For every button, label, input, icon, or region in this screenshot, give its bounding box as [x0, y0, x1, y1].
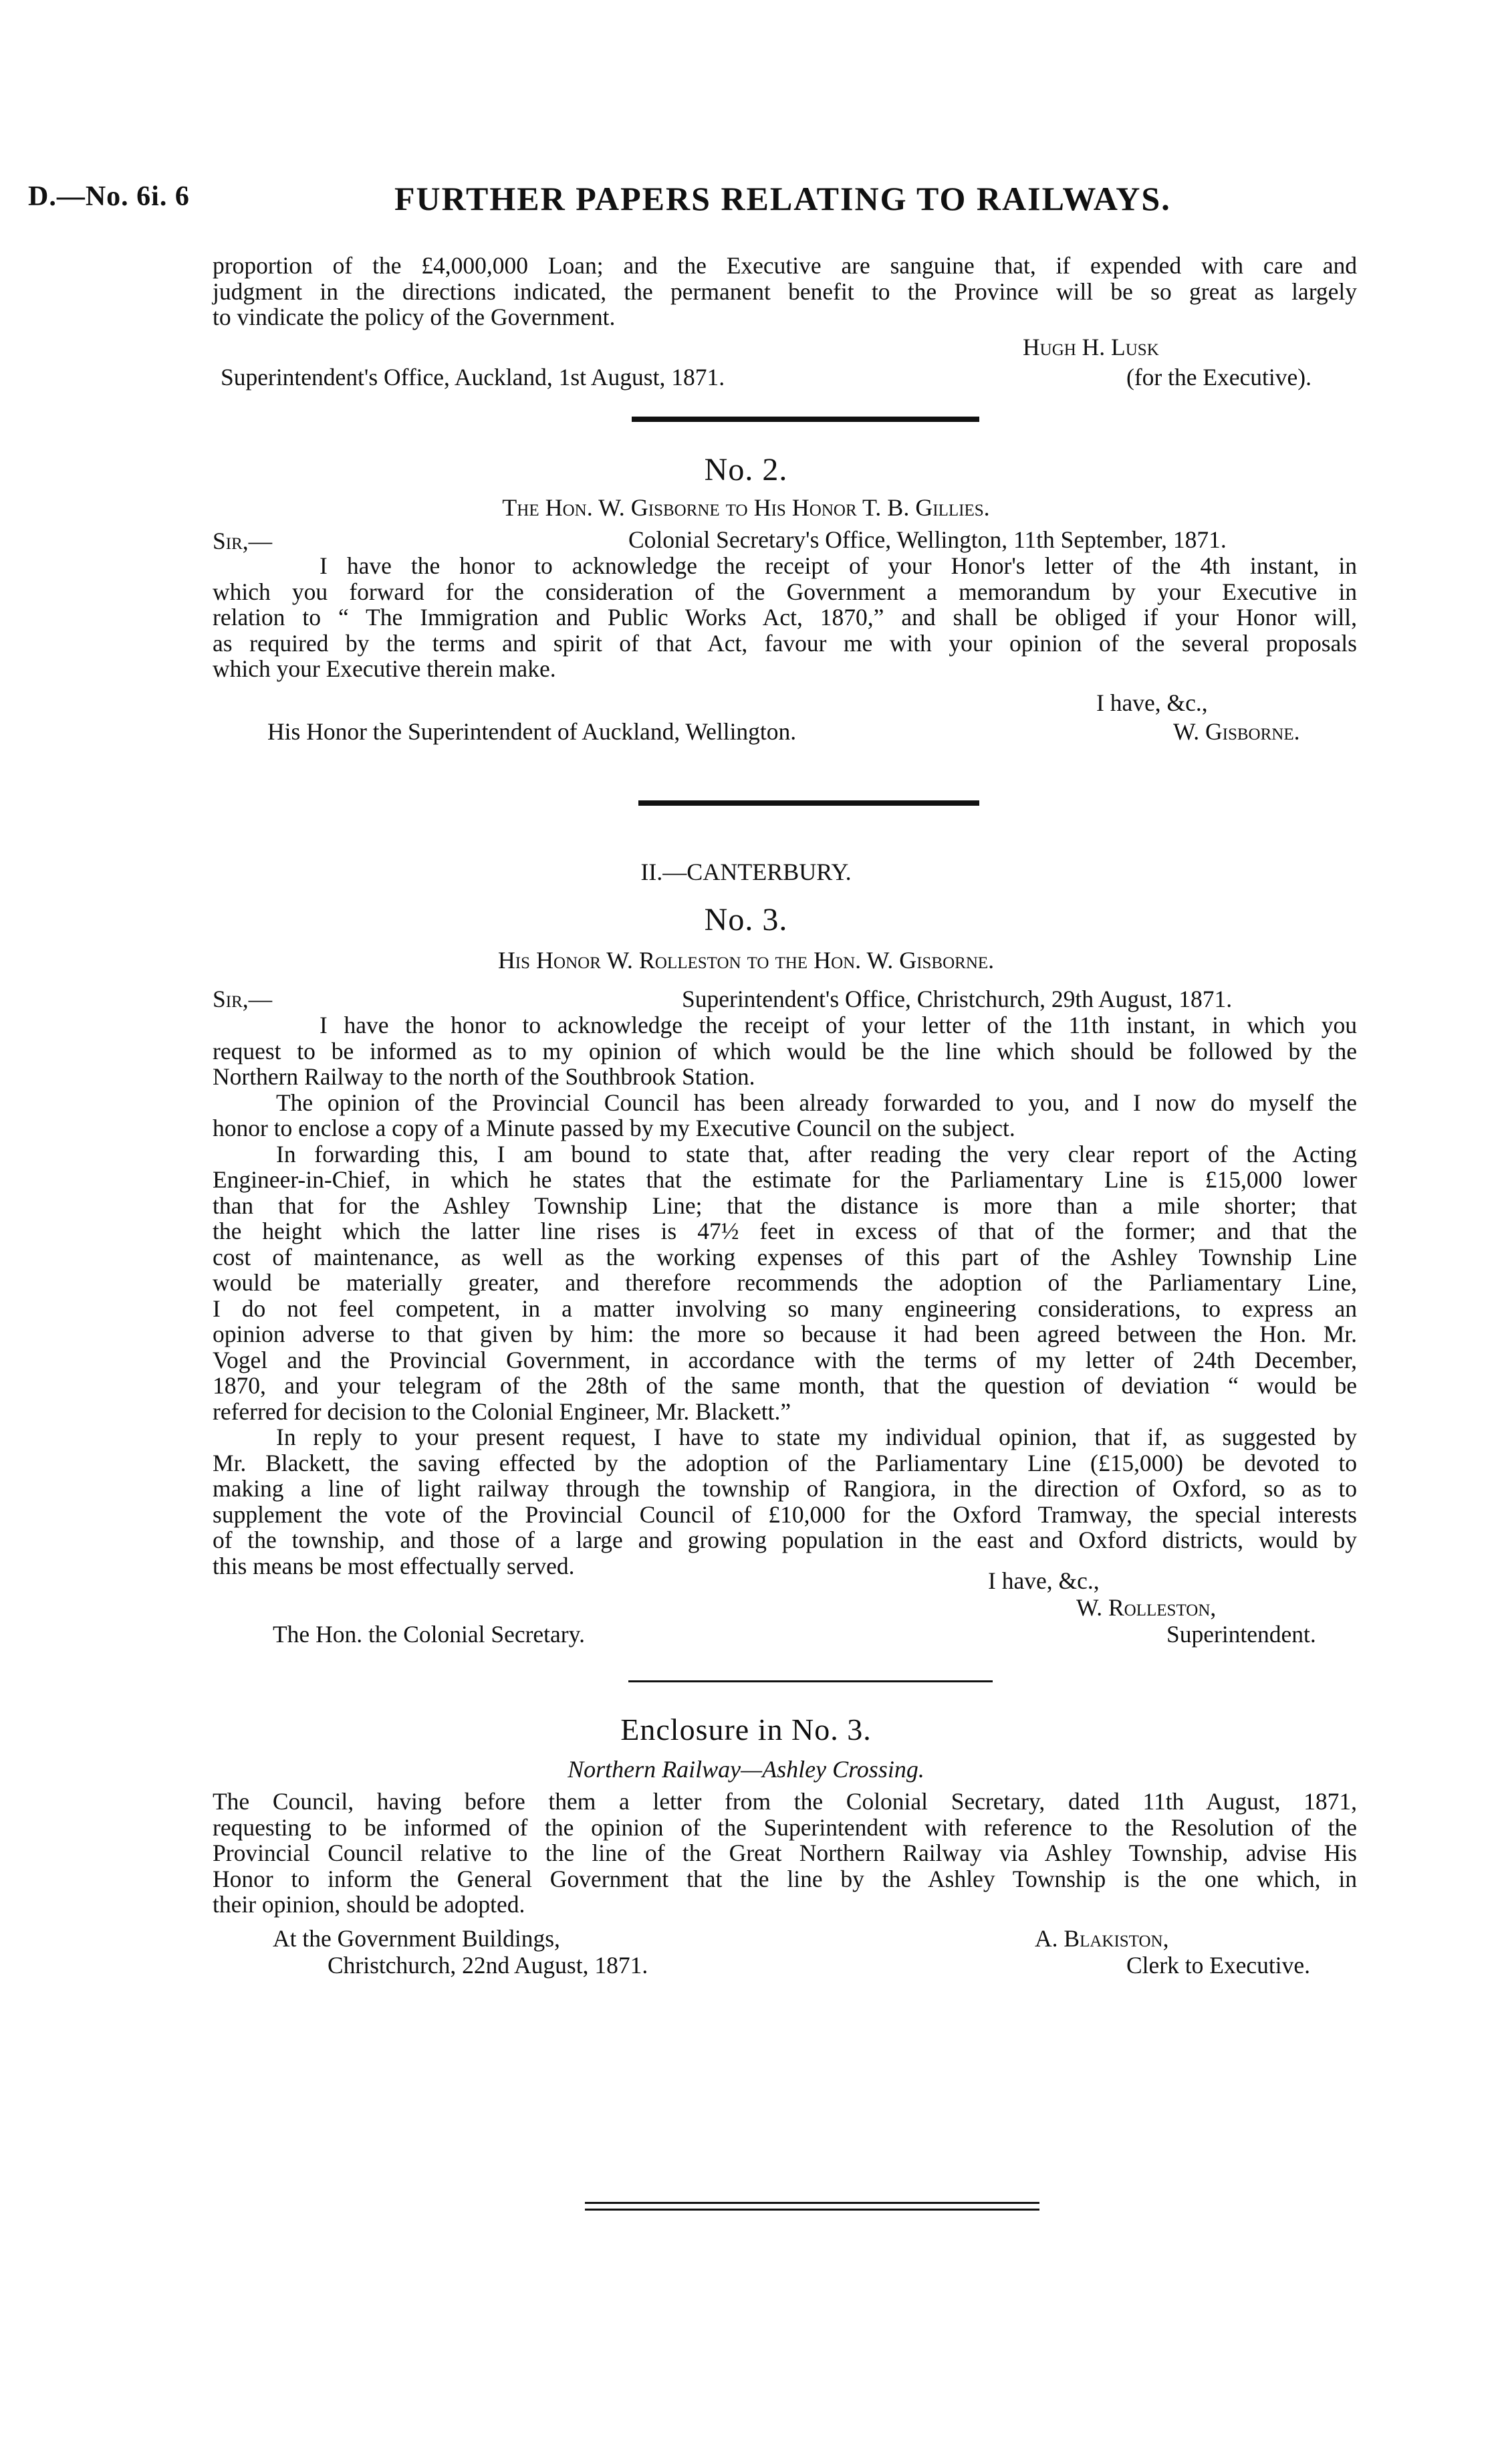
body-line: I do not feel competent, in a matter involving so many engineering considerations, to express an [213, 1295, 1357, 1322]
letter-closing: I have, &c., [1096, 689, 1208, 716]
body-line: which you forward for the consideration of the Government a memorandum by your Executive in [213, 578, 1357, 605]
letter-closing: I have, &c., [988, 1567, 1100, 1594]
body-line: this means be most effectually served. [213, 1552, 575, 1579]
body-line: request to be informed as to my opinion of which would be the line which should be followed by the [213, 1037, 1357, 1065]
body-line: the height which the latter line rises is 47½ feet in excess of that of the former; and that the [213, 1218, 1357, 1244]
letter-recipient: His Honor the Superintendent of Auckland, Wellington. [267, 718, 797, 745]
body-line: their opinion, should be adopted. [213, 1891, 525, 1918]
body-line: Vogel and the Provincial Government, in accordance with the terms of my letter of 24th December, [213, 1346, 1357, 1373]
page-title: FURTHER PAPERS RELATING TO RAILWAYS. [394, 180, 1171, 217]
letter-subheading-no3 [0, 946, 1492, 974]
enclosure-signer-role: Clerk to Executive. [1126, 1952, 1311, 1979]
end-rule-bottom [585, 2209, 1039, 2211]
body-line: Engineer-in-Chief, in which he states that the estimate for the Parliamentary Line is £15,000 lower [213, 1166, 1357, 1193]
section-divider [632, 417, 979, 422]
body-line: I have the honor to acknowledge the receipt of your letter of the 11th instant, in which you [320, 1012, 1357, 1038]
enclosure-signer: A. Blakiston, [1035, 1925, 1169, 1952]
body-line: Honor to inform the General Government that the line by the Ashley Township is the one which, in [213, 1865, 1357, 1892]
body-line: which your Executive therein make. [213, 655, 556, 682]
document-reference: D.—No. 6i. 6 [28, 181, 190, 212]
letter-signer-role: Superintendent. [1166, 1621, 1316, 1648]
body-line: supplement the vote of the Provincial Council of £10,000 for the Oxford Tramway, the special interests [213, 1500, 1357, 1528]
end-rule-top [585, 2202, 1039, 2204]
section-heading: II.—CANTERBURY. [640, 859, 852, 885]
letter-signer: W. Rolleston, [1076, 1594, 1217, 1621]
enclosure-date: Christchurch, 22nd August, 1871. [328, 1952, 648, 1979]
body-line: The Council, having before them a letter from the Colonial Secretary, dated 11th August, 1871, [213, 1788, 1357, 1815]
letter-recipient: The Hon. the Colonial Secretary. [273, 1621, 585, 1648]
salutation: Sir,— [213, 986, 273, 1012]
intro-line: judgment in the directions indicated, the permanent benefit to the Province will be so great as largely [213, 277, 1357, 305]
section-divider [628, 1680, 993, 1682]
body-line: of the township, and those of a large and growing population in the east and Oxford districts, would by [213, 1527, 1357, 1553]
intro-signer-role: (for the Executive). [1126, 364, 1312, 390]
body-line: Mr. Blackett, the saving effected by the adoption of the Parliamentary Line (£15,000) be devoted to [213, 1449, 1357, 1476]
enclosure-place: At the Government Buildings, [273, 1925, 560, 1952]
letter-heading-no2: No. 2. [704, 452, 788, 487]
body-line: opinion adverse to that given by him: the more so because it had been agreed between the Hon. Mr. [213, 1321, 1357, 1347]
enclosure-body [213, 1789, 1357, 1918]
body-line: would be materially greater, and therefore recommends the adoption of the Parliamentary Line, [213, 1269, 1357, 1296]
body-line: In forwarding this, I am bound to state that, after reading the very clear report of the Acting [276, 1140, 1357, 1167]
body-line: Provincial Council relative to the line of the Great Northern Railway via Ashley Township, advise His [213, 1839, 1357, 1866]
intro-place-date: Superintendent's Office, Auckland, 1st August, 1871. [221, 364, 725, 390]
body-line: than that for the Ashley Township Line; that the distance is more than a mile shorter; that [213, 1192, 1357, 1219]
letter-body-no2 [213, 553, 1357, 682]
intro-line: to vindicate the policy of the Government. [213, 304, 616, 330]
letter-signer: W. Gisborne. [1173, 718, 1300, 745]
body-line: relation to “ The Immigration and Public Works Act, 1870,” and shall be obliged if your Honor will, [213, 604, 1357, 631]
subheading-text: His Honor W. Rolleston to the Hon. W. Gisborne. [497, 947, 995, 974]
body-line: In reply to your present request, I have to state my individual opinion, that if, as suggested by [276, 1424, 1357, 1450]
body-line: referred for decision to the Colonial Engineer, Mr. Blackett.” [213, 1397, 791, 1425]
body-line: as required by the terms and spirit of that Act, favour me with your opinion of the several proposals [213, 629, 1357, 657]
subheading-text: The Hon. W. Gisborne to His Honor T. B. Gillies. [502, 494, 990, 521]
salutation: Sir,— [213, 528, 273, 554]
intro-paragraph [213, 253, 1357, 330]
intro-line: proportion of the £4,000,000 Loan; and the Executive are sanguine that, if expended with care and [213, 252, 1357, 279]
section-divider [638, 800, 979, 806]
body-line: 1870, and your telegram of the 28th of the same month, that the question of deviation “ would be [213, 1372, 1357, 1399]
letter-body-no3 [213, 1012, 1357, 1579]
letter-subheading-no2 [0, 493, 1492, 522]
body-line: I have the honor to acknowledge the receipt of your Honor's letter of the 4th instant, in [320, 552, 1357, 579]
body-line: making a line of light railway through the township of Rangiora, in the direction of Oxford, so as to [213, 1475, 1357, 1502]
letter-address: Superintendent's Office, Christchurch, 29th August, 1871. [682, 986, 1233, 1012]
enclosure-subheading: Northern Railway—Ashley Crossing. [568, 1756, 924, 1783]
enclosure-heading: Enclosure in No. 3. [620, 1712, 872, 1747]
body-line: requesting to be informed of the opinion of the Superintendent with reference to the Resolution of the [213, 1813, 1357, 1841]
letter-address: Colonial Secretary's Office, Wellington, 11th September, 1871. [628, 526, 1227, 553]
body-line: cost of maintenance, as well as the working expenses of this part of the Ashley Township Line [213, 1243, 1357, 1270]
body-line: Northern Railway to the north of the Southbrook Station. [213, 1063, 755, 1090]
body-line: honor to enclose a copy of a Minute passed by my Executive Council on the subject. [213, 1115, 1015, 1141]
letter-heading-no3: No. 3. [704, 902, 788, 937]
body-line: The opinion of the Provincial Council has been already forwarded to you, and I now do myself the [276, 1089, 1357, 1116]
intro-signer: Hugh H. Lusk [1023, 334, 1159, 360]
